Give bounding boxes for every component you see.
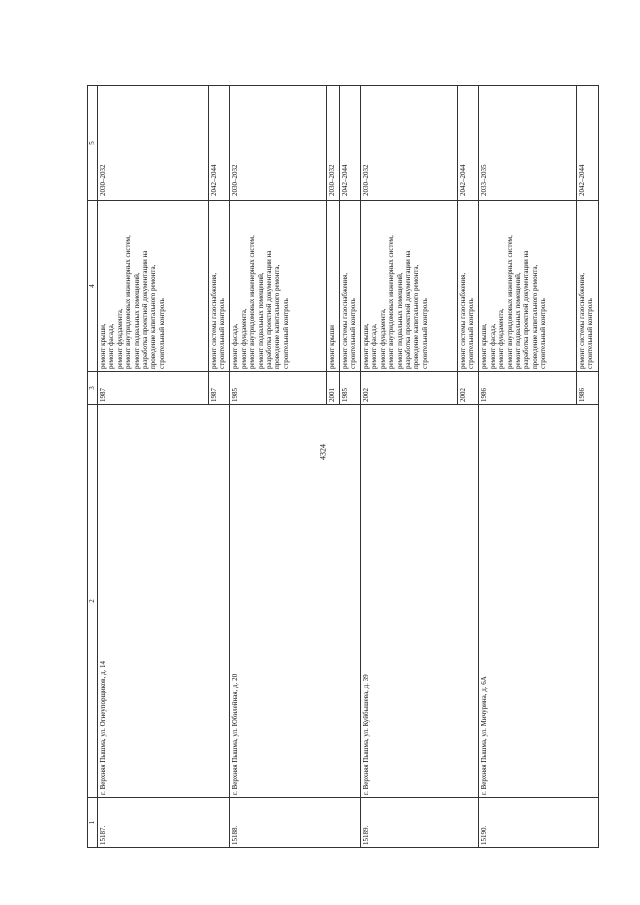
work-item: ремонт фундамента, <box>378 308 387 369</box>
work-item: ремонт внутридомовых инженерных систем, <box>248 235 257 369</box>
year-cell: 1985 <box>230 372 327 405</box>
period-cell: 2042–2044 <box>458 86 479 201</box>
year-cell: 1986 <box>479 372 576 405</box>
period-cell: 2030–2032 <box>360 86 457 201</box>
works-cell <box>209 201 230 372</box>
work-item: ремонт подвальных помещений, <box>514 272 522 369</box>
work-item: разработка проектной документации на <box>403 250 412 369</box>
repair-schedule-table <box>87 85 599 848</box>
header-col-3: 3 <box>88 372 98 405</box>
work-item: ремонт фасада, <box>231 323 240 369</box>
table-row <box>360 86 457 848</box>
work-item: ремонт внутридомовых инженерных систем, <box>387 235 396 369</box>
address-cell: г. Верхняя Пышма, ул. Огнеупорщиков, д. 14 <box>98 405 230 798</box>
works-cell <box>327 201 339 372</box>
header-col-2: 2 <box>88 405 98 798</box>
works-cell <box>576 201 598 372</box>
work-item: строительный контроль <box>467 298 476 369</box>
page-number: 4324 <box>318 444 328 460</box>
year-cell: 1987 <box>98 372 209 405</box>
works-cell <box>479 201 576 372</box>
rotated-table-container <box>87 86 599 848</box>
work-item: ремонт фундамента, <box>497 308 506 369</box>
work-item: строительный контроль <box>420 298 429 369</box>
period-cell: 2030–2032 <box>230 86 327 201</box>
period-cell: 2033–2035 <box>479 86 576 201</box>
work-item: ремонт подвальных помещений, <box>256 272 265 369</box>
work-item: ремонт фасада, <box>107 323 116 369</box>
table-row <box>230 86 327 848</box>
work-item: ремонт системы газоснабжения, <box>210 272 218 369</box>
table-row <box>98 86 209 848</box>
year-cell: 1987 <box>209 372 230 405</box>
period-cell: 2042–2044 <box>339 86 360 201</box>
work-item: ремонт фасада, <box>370 323 379 369</box>
header-col-5: 5 <box>88 86 98 201</box>
row-number: 15189. <box>360 798 478 848</box>
work-item: ремонт системы газоснабжения, <box>340 272 349 369</box>
table-body <box>98 86 599 848</box>
period-cell: 2030–2032 <box>98 86 209 201</box>
period-cell: 2042–2044 <box>576 86 598 201</box>
year-cell: 1985 <box>339 372 360 405</box>
work-item: ремонт внутридомовых инженерных систем, <box>124 235 133 369</box>
works-cell <box>339 201 360 372</box>
work-item: ремонт системы газоснабжения, <box>577 272 586 369</box>
address-cell: г. Верхняя Пышма, ул. Мичурина, д. 6А <box>479 405 599 798</box>
work-item: ремонт системы газоснабжения, <box>459 272 468 369</box>
work-item: разработка проектной документации на <box>140 250 149 369</box>
works-cell <box>98 201 209 372</box>
work-item: ремонт крыши <box>328 325 337 369</box>
work-item: ремонт крыши, <box>99 323 107 369</box>
work-item: ремонт внутридомовых инженерных систем, <box>505 235 514 369</box>
work-item: ремонт фундамента, <box>239 308 248 369</box>
work-item: строительный контроль <box>585 298 594 369</box>
table-row <box>479 86 576 848</box>
row-number: 15188. <box>230 798 361 848</box>
year-cell: 2002 <box>458 372 479 405</box>
work-item: строительный контроль <box>539 298 548 369</box>
works-cell <box>360 201 457 372</box>
work-item: ремонт подвальных помещений, <box>395 272 404 369</box>
works-cell <box>458 201 479 372</box>
work-item: строительный контроль <box>157 298 166 369</box>
work-item: ремонт фасада, <box>488 323 497 369</box>
period-cell: 2042–2044 <box>209 86 230 201</box>
work-item: проведение капитального ремонта, <box>412 264 421 369</box>
row-number: 15187. <box>98 798 230 848</box>
work-item: строительный контроль <box>218 298 227 369</box>
header-row <box>88 86 98 848</box>
work-item: ремонт крыши, <box>361 323 370 369</box>
work-item: проведение капитального ремонта, <box>530 264 539 369</box>
work-item: проведение капитального ремонта, <box>273 264 282 369</box>
address-cell: г. Верхняя Пышма, ул. Куйбышева, д. 39 <box>360 405 478 798</box>
row-number: 15190. <box>479 798 599 848</box>
work-item: ремонт подвальных помещений, <box>132 272 141 369</box>
work-item: разработка проектной документации на <box>522 250 531 369</box>
work-item: ремонт крыши, <box>480 323 489 369</box>
work-item: ремонт фундамента, <box>115 308 124 369</box>
work-item: строительный контроль <box>281 298 290 369</box>
year-cell: 2002 <box>360 372 457 405</box>
address-cell: г. Верхняя Пышма, ул. Юбилейная, д. 20 <box>230 405 361 798</box>
year-cell: 2001 <box>327 372 339 405</box>
work-item: строительный контроль <box>349 298 358 369</box>
header-col-1: 1 <box>88 798 98 848</box>
work-item: разработка проектной документации на <box>264 250 273 369</box>
works-cell <box>230 201 327 372</box>
work-item: проведение капитального ремонта, <box>149 264 158 369</box>
header-col-4: 4 <box>88 201 98 372</box>
period-cell: 2030–2032 <box>327 86 339 201</box>
year-cell: 1986 <box>576 372 598 405</box>
